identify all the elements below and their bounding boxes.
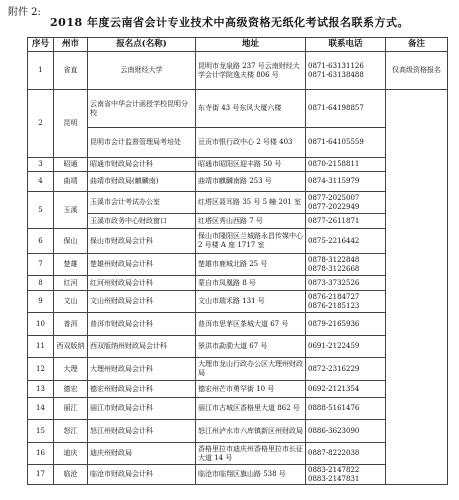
row-no: 12 <box>28 358 54 381</box>
row-address: 东寺街 43 号东风大厦六楼 <box>196 90 306 128</box>
row-site: 曲靖市财政局(麒麟南) <box>88 172 196 192</box>
row-no: 13 <box>28 381 54 398</box>
table-row <box>28 276 448 291</box>
header-no: 序号 <box>28 38 54 52</box>
row-city: 曲靖 <box>54 172 88 192</box>
row-phone: 0883-2147822 0883-2147831 <box>306 465 386 485</box>
header-city: 州市 <box>54 38 88 52</box>
row-no: 9 <box>28 291 54 313</box>
row-city: 昭通 <box>54 158 88 172</box>
header-address: 地址 <box>196 38 306 52</box>
row-site: 昆明市会计监督管理局考培处 <box>88 128 196 158</box>
row-address: 昆明市龙泉路 237 号云南财经大学会计学院逸夫楼 806 号 <box>196 52 306 90</box>
row-city: 迪庆 <box>54 443 88 465</box>
row-site: 丽江市财政局会计科 <box>88 398 196 420</box>
contact-table <box>27 37 448 485</box>
row-city: 玉溪 <box>54 192 88 229</box>
row-phone: 0873-3732526 <box>306 276 386 291</box>
row-site: 大理州财政局会计科 <box>88 358 196 381</box>
row-phone: 0871-63131126 0871-63138488 <box>306 52 386 90</box>
row-city: 昆明 <box>54 90 88 158</box>
table-header-row <box>28 38 448 52</box>
table-row <box>28 313 448 336</box>
row-address: 曲靖市麒麟南路 253 号 <box>196 172 306 192</box>
row-city: 文山 <box>54 291 88 313</box>
row-phone: 0875-2216442 <box>306 229 386 254</box>
row-no: 8 <box>28 276 54 291</box>
row-site: 昭通市财政局会计科 <box>88 158 196 172</box>
table-row <box>28 465 448 485</box>
row-address: 亘贡市银行政中心 2 号楼 403 <box>196 128 306 158</box>
row-city: 红河 <box>54 276 88 291</box>
row-site: 保山市财政局会计科 <box>88 229 196 254</box>
row-note-empty <box>386 90 448 485</box>
document-title: 2018 年度云南省会计专业技术中高级资格无纸化考试报名联系方式。 <box>50 16 409 29</box>
row-site: 楚雄州财政局会计科 <box>88 254 196 276</box>
row-phone: 0886-3623090 <box>306 420 386 443</box>
row-city: 德宏 <box>54 381 88 398</box>
row-no: 3 <box>28 158 54 172</box>
row-city: 临沧 <box>54 465 88 485</box>
row-site: 怒江州财政局会计科 <box>88 420 196 443</box>
row-phone: 0887-8222038 <box>306 443 386 465</box>
row-site: 临沧市财政局会计科 <box>88 465 196 485</box>
row-phone: 0871-64105559 <box>306 128 386 158</box>
table-row <box>28 192 448 214</box>
row-phone: 0877-2025007 0877-2022949 <box>306 192 386 214</box>
row-no: 2 <box>28 90 54 158</box>
row-site: 西双版纳州财政局会计科 <box>88 336 196 358</box>
row-site: 玉溪市政务中心财政窗口 <box>88 214 196 229</box>
row-phone: 0691-2122459 <box>306 336 386 358</box>
row-address: 香格里拉市迪庆州香格里拉市长征大道 14 号 <box>196 443 306 465</box>
table-row <box>28 443 448 465</box>
row-site: 玉溪市会计考试办公室 <box>88 192 196 214</box>
row-phone: 0874-3115979 <box>306 172 386 192</box>
row-address: 丽江市古城区香格里大道 862 号 <box>196 398 306 420</box>
row-no: 4 <box>28 172 54 192</box>
row-address: 楚雄市鹿城北路 25 号 <box>196 254 306 276</box>
row-phone: 0870-2158811 <box>306 158 386 172</box>
row-note: 仅高级资格报名 <box>386 52 448 90</box>
row-city: 楚雄 <box>54 254 88 276</box>
row-address: 文山市瑞禾路 131 号 <box>196 291 306 313</box>
row-site: 云南财经大学 <box>88 52 196 90</box>
row-address: 怒江州泸水市六库镇新区州财政局 <box>196 420 306 443</box>
row-address: 蒙自市凤凰路 8 号 <box>196 276 306 291</box>
row-site: 文山州财政局会计科 <box>88 291 196 313</box>
attachment-label: 附件 2: <box>8 7 41 18</box>
row-address: 大理市龙山行政办公区大理州财政局 <box>196 358 306 381</box>
table-row <box>28 398 448 420</box>
row-no: 14 <box>28 398 54 420</box>
row-site: 红河州财政局会计科 <box>88 276 196 291</box>
row-no: 5 <box>28 192 54 229</box>
row-phone: 0878-3122848 0878-3122668 <box>306 254 386 276</box>
table-row <box>28 214 448 229</box>
table-row <box>28 291 448 313</box>
row-no: 11 <box>28 336 54 358</box>
header-note: 备注 <box>386 38 448 52</box>
row-address: 临沧市临翔区旗山路 538 号 <box>196 465 306 485</box>
row-city: 大理 <box>54 358 88 381</box>
row-city: 普洱 <box>54 313 88 336</box>
table-row <box>28 158 448 172</box>
table-row <box>28 358 448 381</box>
row-city: 怒江 <box>54 420 88 443</box>
row-address: 红塔区秀山西路 7 号 <box>196 214 306 229</box>
row-phone: 0872-2316229 <box>306 358 386 381</box>
row-no: 17 <box>28 465 54 485</box>
row-city: 省直 <box>54 52 88 90</box>
table-row <box>28 128 448 158</box>
table-row <box>28 172 448 192</box>
table-row <box>28 90 448 128</box>
row-no: 7 <box>28 254 54 276</box>
row-city: 丽江 <box>54 398 88 420</box>
header-site: 报名点(名称) <box>88 38 196 52</box>
row-no: 16 <box>28 443 54 465</box>
row-phone: 0879-2165936 <box>306 313 386 336</box>
row-address: 景洪市勐泐大道 67 号 <box>196 336 306 358</box>
row-site: 德宏州财政局会计科 <box>88 381 196 398</box>
table-row <box>28 52 448 90</box>
row-phone: 0692-2121354 <box>306 381 386 398</box>
row-phone: 0876-2184727 0876-2185123 <box>306 291 386 313</box>
row-no: 6 <box>28 229 54 254</box>
row-no: 1 <box>28 52 54 90</box>
table-row <box>28 381 448 398</box>
table-row <box>28 336 448 358</box>
row-address: 保山市隆阳区兰城路永昌传媒中心 2 号楼 A 座 1717 室 <box>196 229 306 254</box>
table-row <box>28 420 448 443</box>
row-phone: 0888-5161476 <box>306 398 386 420</box>
row-no: 10 <box>28 313 54 336</box>
row-site: 迪庆州财政局 <box>88 443 196 465</box>
row-address: 昭通市昭阳区迎丰路 50 号 <box>196 158 306 172</box>
row-city: 西双版纳 <box>54 336 88 358</box>
row-site: 普洱市财政局会计科 <box>88 313 196 336</box>
header-phone: 联系电话 <box>306 38 386 52</box>
row-address: 普洱市思茅区茶城大道 67 号 <box>196 313 306 336</box>
row-address: 红塔区聂耳路 35 号 5 幢 201 室 <box>196 192 306 214</box>
table-row <box>28 254 448 276</box>
table-row <box>28 229 448 254</box>
row-site: 云南省中华会计函授学校昆明分校 <box>88 90 196 128</box>
row-phone: 0877-2611871 <box>306 214 386 229</box>
row-no: 15 <box>28 420 54 443</box>
row-phone: 0871-64198857 <box>306 90 386 128</box>
row-address: 德宏州芒市勇罕街 10 号 <box>196 381 306 398</box>
row-city: 保山 <box>54 229 88 254</box>
